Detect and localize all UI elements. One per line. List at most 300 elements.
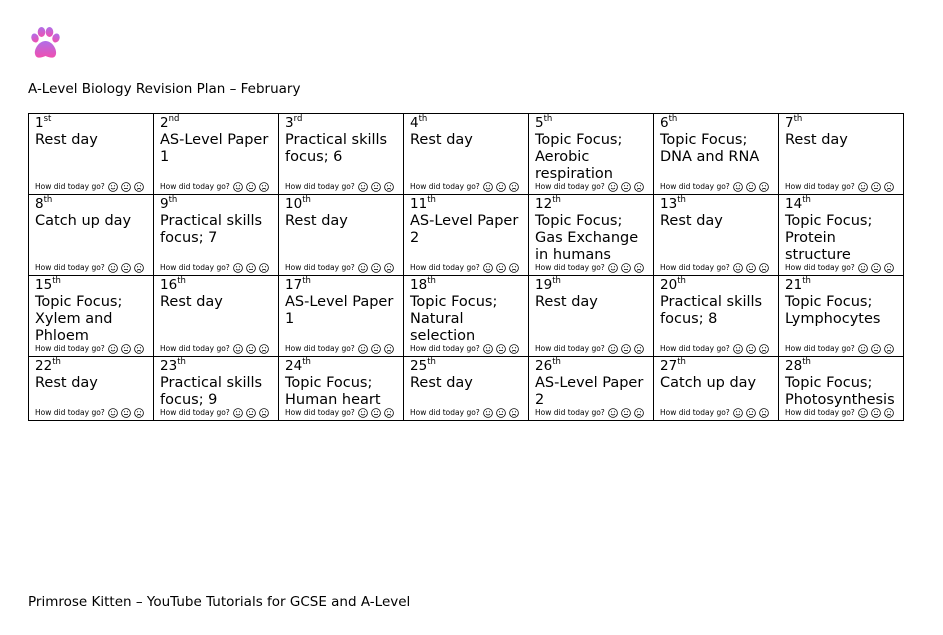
happy-face-icon[interactable] xyxy=(483,182,493,192)
feedback-prompt: How did today go? xyxy=(160,182,230,191)
day-task: AS-Level Paper 2 xyxy=(410,213,519,246)
calendar-day-cell xyxy=(404,276,529,357)
feedback-prompt: How did today go? xyxy=(535,182,605,191)
day-date xyxy=(660,357,778,374)
day-date xyxy=(410,114,528,131)
calendar-day-cell xyxy=(529,114,654,195)
happy-face-icon[interactable] xyxy=(233,182,243,192)
day-number: 10 xyxy=(285,196,303,212)
day-date xyxy=(285,195,403,212)
day-feedback xyxy=(410,408,522,418)
day-cell-content xyxy=(779,276,903,356)
day-task: Catch up day xyxy=(35,213,132,229)
day-feedback xyxy=(35,408,147,418)
feedback-prompt: How did today go? xyxy=(410,408,480,417)
calendar-day-cell xyxy=(404,195,529,276)
day-task: Topic Focus; Protein structure xyxy=(785,213,873,263)
happy-face-icon[interactable] xyxy=(733,263,743,273)
day-feedback xyxy=(285,408,397,418)
day-task: AS-Level Paper 1 xyxy=(285,294,394,327)
day-number: 25 xyxy=(410,358,428,374)
happy-face-icon[interactable] xyxy=(358,408,368,418)
day-cell-content xyxy=(779,195,903,275)
day-suffix: th xyxy=(543,114,553,124)
calendar-day-cell xyxy=(404,114,529,195)
happy-face-icon[interactable] xyxy=(108,344,118,354)
day-suffix: th xyxy=(427,357,436,367)
sad-face-icon[interactable] xyxy=(259,344,269,354)
day-suffix: th xyxy=(43,195,53,205)
neutral-face-icon[interactable] xyxy=(871,263,881,273)
sad-face-icon[interactable] xyxy=(509,182,519,192)
day-date xyxy=(285,276,403,293)
feedback-prompt: How did today go? xyxy=(535,263,605,272)
day-number: 3 xyxy=(285,115,294,131)
sad-face-icon[interactable] xyxy=(634,408,644,418)
day-feedback xyxy=(535,344,647,354)
calendar-day-cell xyxy=(154,276,279,357)
happy-face-icon[interactable] xyxy=(858,182,868,192)
day-task: Catch up day xyxy=(660,375,757,391)
day-cell-content xyxy=(279,195,403,275)
day-task: Topic Focus; Photosynthesis xyxy=(785,375,895,408)
calendar-week-row xyxy=(29,195,904,276)
happy-face-icon[interactable] xyxy=(483,408,493,418)
day-task: Rest day xyxy=(535,294,598,310)
feedback-prompt: How did today go? xyxy=(160,344,230,353)
day-task: AS-Level Paper 2 xyxy=(535,375,644,408)
day-feedback xyxy=(535,263,647,273)
calendar-day-cell xyxy=(529,195,654,276)
neutral-face-icon[interactable] xyxy=(246,408,256,418)
day-suffix: th xyxy=(552,276,561,286)
day-cell-content xyxy=(154,276,278,356)
day-date xyxy=(535,357,653,374)
feedback-prompt: How did today go? xyxy=(660,408,730,417)
day-feedback xyxy=(785,263,897,273)
calendar-day-cell xyxy=(654,114,779,195)
day-cell-content xyxy=(404,195,528,275)
sad-face-icon[interactable] xyxy=(134,182,144,192)
day-date xyxy=(660,114,778,131)
sad-face-icon[interactable] xyxy=(134,408,144,418)
day-suffix: st xyxy=(43,114,52,124)
day-cell-content xyxy=(29,357,153,420)
day-feedback xyxy=(35,344,147,354)
feedback-prompt: How did today go? xyxy=(35,182,105,191)
calendar-day-cell xyxy=(779,195,904,276)
happy-face-icon[interactable] xyxy=(358,182,368,192)
neutral-face-icon[interactable] xyxy=(371,408,381,418)
day-date xyxy=(285,114,403,131)
happy-face-icon[interactable] xyxy=(233,408,243,418)
day-number: 23 xyxy=(160,358,178,374)
day-suffix: th xyxy=(677,195,686,205)
happy-face-icon[interactable] xyxy=(108,263,118,273)
day-cell-content xyxy=(404,114,528,194)
day-cell-content xyxy=(29,276,153,356)
day-feedback xyxy=(410,344,522,354)
day-task: Rest day xyxy=(410,375,473,391)
happy-face-icon[interactable] xyxy=(483,344,493,354)
day-task: Practical skills focus; 6 xyxy=(285,132,388,165)
day-task: Rest day xyxy=(785,132,848,148)
day-suffix: th xyxy=(668,114,678,124)
day-cell-content xyxy=(154,195,278,275)
neutral-face-icon[interactable] xyxy=(496,182,506,192)
day-suffix: th xyxy=(177,357,186,367)
day-task: Topic Focus; DNA and RNA xyxy=(660,132,760,165)
sad-face-icon[interactable] xyxy=(759,344,769,354)
neutral-face-icon[interactable] xyxy=(371,344,381,354)
day-suffix: th xyxy=(52,276,61,286)
day-number: 14 xyxy=(785,196,803,212)
day-cell-content xyxy=(529,276,653,356)
day-suffix: th xyxy=(177,276,186,286)
day-date xyxy=(160,114,278,131)
day-suffix: th xyxy=(677,357,686,367)
day-feedback xyxy=(785,408,897,418)
day-number: 26 xyxy=(535,358,553,374)
neutral-face-icon[interactable] xyxy=(121,408,131,418)
day-date xyxy=(785,357,903,374)
happy-face-icon[interactable] xyxy=(358,263,368,273)
feedback-prompt: How did today go? xyxy=(785,263,855,272)
sad-face-icon[interactable] xyxy=(134,344,144,354)
day-number: 11 xyxy=(410,196,428,212)
day-task: Rest day xyxy=(660,213,723,229)
happy-face-icon[interactable] xyxy=(858,263,868,273)
day-cell-content xyxy=(279,276,403,356)
day-number: 13 xyxy=(660,196,678,212)
feedback-prompt: How did today go? xyxy=(660,263,730,272)
day-feedback xyxy=(535,408,647,418)
day-date xyxy=(785,195,903,212)
day-suffix: th xyxy=(552,357,561,367)
feedback-prompt: How did today go? xyxy=(785,344,855,353)
day-task: Topic Focus; Human heart xyxy=(285,375,381,408)
neutral-face-icon[interactable] xyxy=(746,263,756,273)
day-cell-content xyxy=(154,114,278,194)
happy-face-icon[interactable] xyxy=(858,344,868,354)
day-cell-content xyxy=(154,357,278,420)
day-task: Rest day xyxy=(410,132,473,148)
sad-face-icon[interactable] xyxy=(259,408,269,418)
day-date xyxy=(660,195,778,212)
feedback-prompt: How did today go? xyxy=(285,408,355,417)
neutral-face-icon[interactable] xyxy=(246,182,256,192)
day-feedback xyxy=(660,182,772,192)
day-suffix: th xyxy=(793,114,803,124)
feedback-prompt: How did today go? xyxy=(660,182,730,191)
neutral-face-icon[interactable] xyxy=(496,263,506,273)
day-task: Practical skills focus; 8 xyxy=(660,294,763,327)
feedback-prompt: How did today go? xyxy=(410,344,480,353)
calendar-day-cell xyxy=(154,357,279,421)
calendar-day-cell xyxy=(279,114,404,195)
feedback-prompt: How did today go? xyxy=(285,263,355,272)
feedback-prompt: How did today go? xyxy=(285,182,355,191)
calendar-day-cell xyxy=(654,357,779,421)
day-date xyxy=(410,276,528,293)
calendar-day-cell xyxy=(154,114,279,195)
neutral-face-icon[interactable] xyxy=(746,408,756,418)
sad-face-icon[interactable] xyxy=(134,263,144,273)
day-suffix: th xyxy=(302,195,311,205)
day-date xyxy=(285,357,403,374)
calendar-day-cell xyxy=(779,114,904,195)
day-number: 28 xyxy=(785,358,803,374)
sad-face-icon[interactable] xyxy=(759,182,769,192)
day-date xyxy=(535,114,653,131)
sad-face-icon[interactable] xyxy=(884,263,894,273)
neutral-face-icon[interactable] xyxy=(871,344,881,354)
day-cell-content xyxy=(779,357,903,420)
footer-text: Primrose Kitten – YouTube Tutorials for GCSE and A-Level xyxy=(28,594,411,610)
day-feedback xyxy=(285,344,397,354)
day-date xyxy=(410,195,528,212)
day-suffix: th xyxy=(552,195,561,205)
day-number: 16 xyxy=(160,277,178,293)
day-suffix: th xyxy=(427,276,436,286)
calendar-day-cell xyxy=(654,276,779,357)
feedback-prompt: How did today go? xyxy=(535,408,605,417)
sad-face-icon[interactable] xyxy=(259,263,269,273)
neutral-face-icon[interactable] xyxy=(621,344,631,354)
happy-face-icon[interactable] xyxy=(108,182,118,192)
day-task: Practical skills focus; 7 xyxy=(160,213,263,246)
feedback-prompt: How did today go? xyxy=(535,344,605,353)
day-cell-content xyxy=(529,357,653,420)
day-task: Rest day xyxy=(35,375,98,391)
neutral-face-icon[interactable] xyxy=(871,408,881,418)
day-number: 21 xyxy=(785,277,803,293)
day-date xyxy=(785,114,903,131)
day-number: 9 xyxy=(160,196,169,212)
day-date xyxy=(535,276,653,293)
day-feedback xyxy=(785,344,897,354)
day-suffix: th xyxy=(302,276,311,286)
day-number: 17 xyxy=(285,277,303,293)
day-feedback xyxy=(160,344,272,354)
happy-face-icon[interactable] xyxy=(608,408,618,418)
sad-face-icon[interactable] xyxy=(884,182,894,192)
sad-face-icon[interactable] xyxy=(759,408,769,418)
day-number: 2 xyxy=(160,115,169,131)
day-feedback xyxy=(660,408,772,418)
day-cell-content xyxy=(654,357,778,420)
day-suffix: th xyxy=(427,195,436,205)
day-cell-content xyxy=(654,195,778,275)
sad-face-icon[interactable] xyxy=(384,344,394,354)
day-suffix: th xyxy=(302,357,311,367)
day-date xyxy=(160,276,278,293)
feedback-prompt: How did today go? xyxy=(35,344,105,353)
day-feedback xyxy=(285,182,397,192)
feedback-prompt: How did today go? xyxy=(160,408,230,417)
day-suffix: th xyxy=(802,357,811,367)
sad-face-icon[interactable] xyxy=(509,408,519,418)
neutral-face-icon[interactable] xyxy=(246,263,256,273)
day-number: 6 xyxy=(660,115,669,131)
neutral-face-icon[interactable] xyxy=(621,182,631,192)
sad-face-icon[interactable] xyxy=(384,263,394,273)
day-number: 27 xyxy=(660,358,678,374)
day-number: 20 xyxy=(660,277,678,293)
feedback-prompt: How did today go? xyxy=(35,263,105,272)
day-number: 22 xyxy=(35,358,53,374)
happy-face-icon[interactable] xyxy=(233,344,243,354)
feedback-prompt: How did today go? xyxy=(660,344,730,353)
day-task: Topic Focus; Gas Exchange in humans xyxy=(535,213,639,263)
day-suffix: th xyxy=(52,357,61,367)
paw-print-logo-icon xyxy=(28,26,62,62)
day-cell-content xyxy=(654,114,778,194)
sad-face-icon[interactable] xyxy=(509,263,519,273)
day-feedback xyxy=(35,182,147,192)
sad-face-icon[interactable] xyxy=(259,182,269,192)
neutral-face-icon[interactable] xyxy=(496,344,506,354)
day-number: 7 xyxy=(785,115,794,131)
happy-face-icon[interactable] xyxy=(858,408,868,418)
happy-face-icon[interactable] xyxy=(608,182,618,192)
day-cell-content xyxy=(529,114,653,194)
happy-face-icon[interactable] xyxy=(483,263,493,273)
happy-face-icon[interactable] xyxy=(733,182,743,192)
feedback-prompt: How did today go? xyxy=(410,182,480,191)
day-feedback xyxy=(410,182,522,192)
happy-face-icon[interactable] xyxy=(233,263,243,273)
day-number: 19 xyxy=(535,277,553,293)
day-number: 1 xyxy=(35,115,44,131)
calendar-day-cell xyxy=(404,357,529,421)
neutral-face-icon[interactable] xyxy=(246,344,256,354)
day-task: Rest day xyxy=(35,132,98,148)
calendar-week-row xyxy=(29,276,904,357)
day-cell-content xyxy=(404,276,528,356)
day-number: 24 xyxy=(285,358,303,374)
day-suffix: th xyxy=(168,195,178,205)
neutral-face-icon[interactable] xyxy=(371,263,381,273)
day-feedback xyxy=(785,182,897,192)
sad-face-icon[interactable] xyxy=(634,182,644,192)
day-date xyxy=(160,195,278,212)
neutral-face-icon[interactable] xyxy=(621,408,631,418)
calendar-week-row xyxy=(29,357,904,421)
happy-face-icon[interactable] xyxy=(733,344,743,354)
day-date xyxy=(35,114,153,131)
day-date xyxy=(160,357,278,374)
calendar-day-cell xyxy=(529,357,654,421)
day-number: 5 xyxy=(535,115,544,131)
day-number: 4 xyxy=(410,115,419,131)
calendar-day-cell xyxy=(29,276,154,357)
calendar-day-cell xyxy=(779,357,904,421)
day-feedback xyxy=(660,263,772,273)
neutral-face-icon[interactable] xyxy=(496,408,506,418)
calendar-day-cell xyxy=(279,276,404,357)
sad-face-icon[interactable] xyxy=(634,263,644,273)
sad-face-icon[interactable] xyxy=(384,408,394,418)
sad-face-icon[interactable] xyxy=(634,344,644,354)
neutral-face-icon[interactable] xyxy=(621,263,631,273)
day-cell-content xyxy=(29,114,153,194)
sad-face-icon[interactable] xyxy=(509,344,519,354)
day-cell-content xyxy=(29,195,153,275)
day-date xyxy=(660,276,778,293)
feedback-prompt: How did today go? xyxy=(410,263,480,272)
day-feedback xyxy=(160,182,272,192)
calendar-day-cell xyxy=(654,195,779,276)
day-feedback xyxy=(160,408,272,418)
feedback-prompt: How did today go? xyxy=(785,182,855,191)
happy-face-icon[interactable] xyxy=(108,408,118,418)
day-task: Topic Focus; Lymphocytes xyxy=(785,294,881,327)
sad-face-icon[interactable] xyxy=(759,263,769,273)
neutral-face-icon[interactable] xyxy=(871,182,881,192)
day-feedback xyxy=(410,263,522,273)
calendar-day-cell xyxy=(779,276,904,357)
day-date xyxy=(35,195,153,212)
day-number: 15 xyxy=(35,277,53,293)
neutral-face-icon[interactable] xyxy=(121,182,131,192)
sad-face-icon[interactable] xyxy=(384,182,394,192)
day-task: AS-Level Paper 1 xyxy=(160,132,269,165)
neutral-face-icon[interactable] xyxy=(121,344,131,354)
day-date xyxy=(785,276,903,293)
calendar-day-cell xyxy=(29,195,154,276)
calendar-day-cell xyxy=(29,357,154,421)
day-task: Topic Focus; Natural selection xyxy=(410,294,498,344)
day-suffix: rd xyxy=(293,114,303,124)
day-task: Rest day xyxy=(160,294,223,310)
neutral-face-icon[interactable] xyxy=(121,263,131,273)
day-task: Practical skills focus; 9 xyxy=(160,375,263,408)
feedback-prompt: How did today go? xyxy=(785,408,855,417)
feedback-prompt: How did today go? xyxy=(160,263,230,272)
sad-face-icon[interactable] xyxy=(884,344,894,354)
day-suffix: th xyxy=(677,276,686,286)
day-task: Topic Focus; Xylem and Phloem xyxy=(35,294,123,344)
feedback-prompt: How did today go? xyxy=(35,408,105,417)
day-task: Rest day xyxy=(285,213,348,229)
day-cell-content xyxy=(279,114,403,194)
calendar-day-cell xyxy=(279,195,404,276)
happy-face-icon[interactable] xyxy=(608,263,618,273)
neutral-face-icon[interactable] xyxy=(746,344,756,354)
day-date xyxy=(535,195,653,212)
calendar-day-cell xyxy=(29,114,154,195)
neutral-face-icon[interactable] xyxy=(746,182,756,192)
day-task: Topic Focus; Aerobic respiration xyxy=(535,132,623,182)
neutral-face-icon[interactable] xyxy=(371,182,381,192)
day-number: 8 xyxy=(35,196,44,212)
day-number: 12 xyxy=(535,196,553,212)
day-suffix: nd xyxy=(168,114,180,124)
day-date xyxy=(35,276,153,293)
day-cell-content xyxy=(654,276,778,356)
happy-face-icon[interactable] xyxy=(358,344,368,354)
day-cell-content xyxy=(779,114,903,194)
sad-face-icon[interactable] xyxy=(884,408,894,418)
revision-calendar xyxy=(28,113,904,421)
page-title: A-Level Biology Revision Plan – February xyxy=(28,81,301,97)
day-date xyxy=(410,357,528,374)
happy-face-icon[interactable] xyxy=(608,344,618,354)
happy-face-icon[interactable] xyxy=(733,408,743,418)
day-date xyxy=(35,357,153,374)
day-cell-content xyxy=(404,357,528,420)
